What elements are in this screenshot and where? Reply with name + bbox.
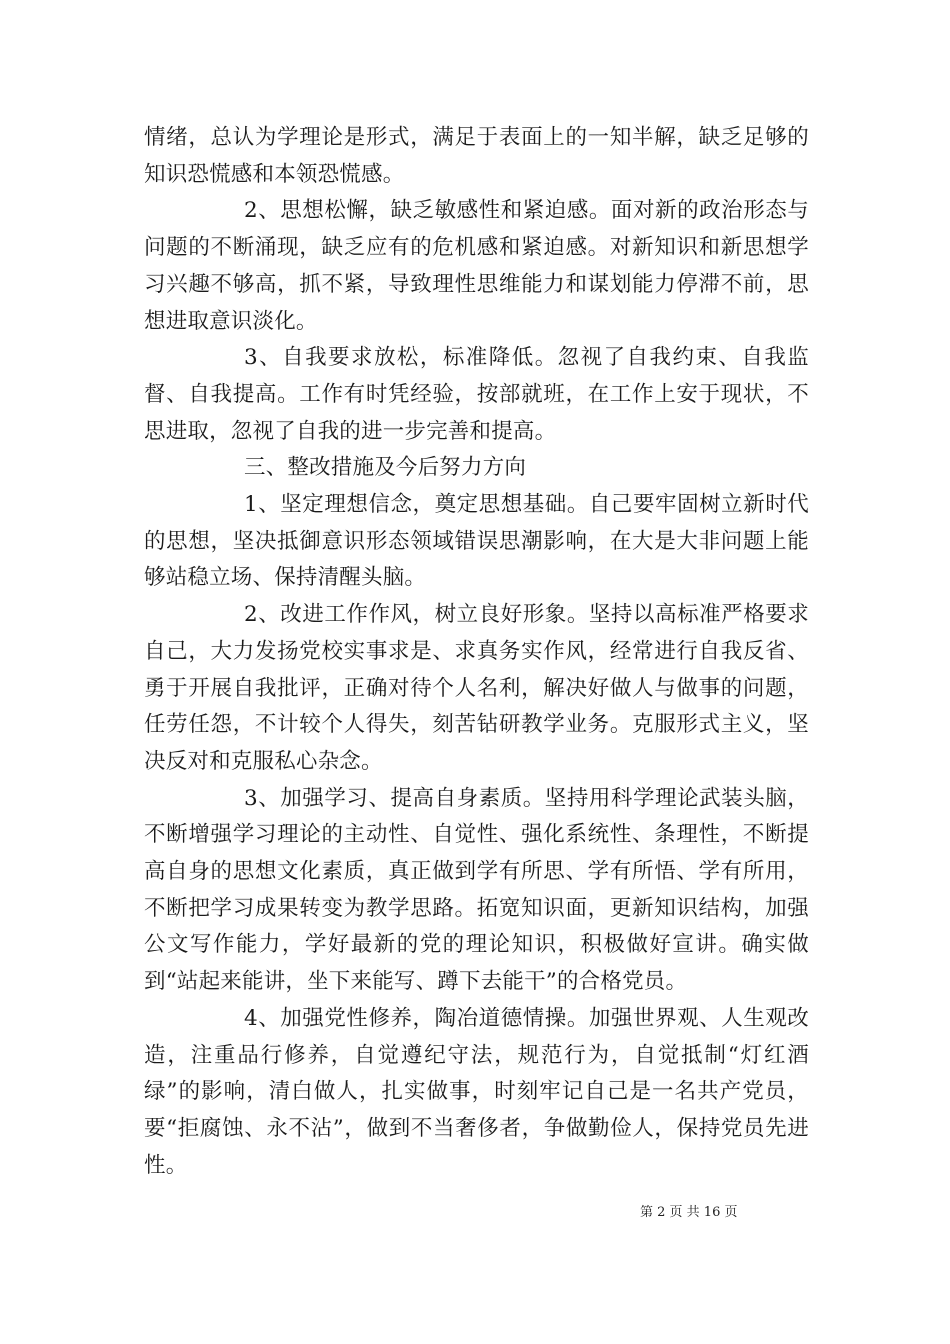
document-body: [144, 120, 809, 1184]
paragraph-problem-3: 3、自我要求放松，标准降低。忽视了自我约束、自我监督、自我提高。工作有时凭经验，按部就班，在工作上安于现状，不思进取，忽视了自我的进一步完善和提高。: [144, 345, 809, 444]
paragraph-measure-2: 2、改进工作作风，树立良好形象。坚持以高标准严格要求自己，大力发扬党校实事求是、求真务实作风，经常进行自我反省、勇于开展自我批评，正确对待个人名利，解决好做人与做事的问题，任劳任怨，不计较个人得失，刻苦钻研教学业务。克服形式主义，坚决反对和克服私心杂念。: [144, 602, 809, 774]
paragraph-measure-4: 4、加强党性修养，陶冶道德情操。加强世界观、人生观改造，注重品行修养，自觉遵纪守法，规范行为，自觉抵制“灯红酒绿”的影响，清白做人，扎实做事，时刻牢记自己是一名共产党员，要“拒腐蚀、永不沾”，做到不当奢侈者，争做勤俭人，保持党员先进性。: [144, 1005, 809, 1178]
paragraph-measure-1: 1、坚定理想信念，奠定思想基础。自己要牢固树立新时代的思想，坚决抵御意识形态领域错误思潮影响，在大是大非问题上能够站稳立场、保持清醒头脑。: [144, 492, 809, 591]
paragraph-problem-2: 2、思想松懈，缺乏敏感性和紧迫感。面对新的政治形态与问题的不断涌现，缺乏应有的危机感和紧迫感。对新知识和新思想学习兴趣不够高，抓不紧，导致理性思维能力和谋划能力停滞不前，思想进取意识淡化。: [144, 198, 809, 334]
page-number-footer: 第 2 页 共 16 页: [640, 1205, 738, 1220]
section-heading-rectification: 三、整改措施及今后努力方向: [244, 455, 527, 481]
paragraph-measure-3: 3、加强学习、提高自身素质。坚持用科学理论武装头脑，不断增强学习理论的主动性、自觉性、强化系统性、条理性，不断提高自身的思想文化素质，真正做到学有所思、学有所悟、学有所用，不断把学习成果转变为教学思路。拓宽知识面，更新知识结构，加强公文写作能力，学好最新的党的理论知识，积极做好宣讲。确实做到“站起来能讲，坐下来能写、蹲下去能干”的合格党员。: [144, 785, 809, 995]
paragraph-continuation: 情绪，总认为学理论是形式，满足于表面上的一知半解，缺乏足够的知识恐慌感和本领恐慌感。: [144, 125, 809, 187]
